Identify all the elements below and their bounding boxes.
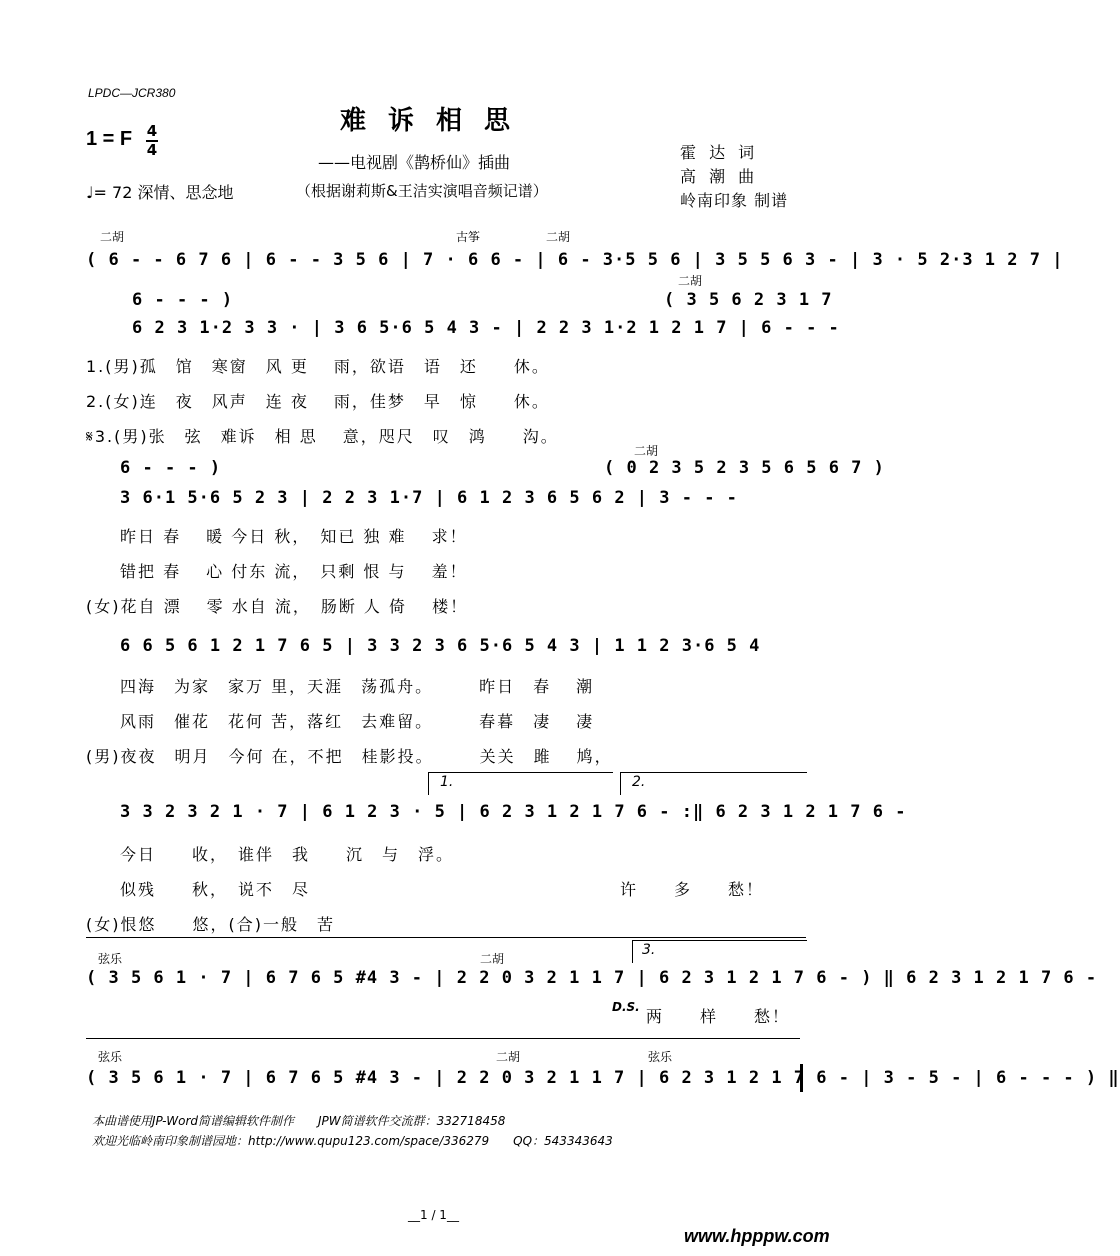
final-barline [800,1064,803,1092]
lyric-line: (男)夜夜 明月 今何 在，不把 桂影投。 关关 雎 鸠， [86,747,613,766]
time-signature [146,124,158,158]
notation-line: ( 0 2 3 5 2 3 5 6 5 6 7 ) [604,458,885,478]
notation-line: 6 - - - ) [132,290,234,310]
system-divider [86,937,806,938]
instrument-label-erhu: 二胡 [546,230,571,244]
tempo-marking: ♩= 72 深情、思念地 [86,183,234,202]
lyric-line: 许 多 愁！ [620,880,765,899]
volta-label-1: 1. [440,774,454,790]
arranger-credit: 岭南印象 制谱 [680,191,789,210]
song-subtitle: ——电视剧《鹊桥仙》插曲 [318,153,511,172]
lyric-line: (女)花自 漂 零 水自 流， 肠断 人 倚 楼！ [86,597,469,616]
lyricist-credit: 霍 达 词 [680,143,759,162]
lyric-line: 两 样 愁！ [646,1007,791,1026]
lyric-line: 今日 收， 谁伴 我 沉 与 浮。 [120,845,455,864]
notation-line: 3 3 2 3 2 1 · 7 | 6 1 2 3 · 5 | 6 2 3 1 2 1 7 6 - :‖ 6 2 3 1 2 1 7 6 - [120,802,907,822]
notation-line: ( 3 5 6 1 · 7 | 6 7 6 5 #4 3 - | 2 2 0 3 2 1 1 7 | 6 2 3 1 2 1 7 6 - ) ‖ 6 2 3 1 2 1 7 6 - [86,968,1098,988]
notation-line: 6 2 3 1·2 3 3 · | 3 6 5·6 5 4 3 - | 2 2 3 1·2 1 2 1 7 | 6 - - - [132,318,840,338]
notation-line: ( 6 - - 6 7 6 | 6 - - 3 5 6 | 7 · 6 6 - | 6 - 3·5 5 6 | 3 5 5 6 3 - | 3 · 5 2·3 1 2 7 | [86,250,1064,270]
dal-segno-marking: D.S. [612,1000,640,1014]
lyric-line: 1.(男)孤 馆 寒窗 风 更 雨，欲语 语 还 休。 [86,357,550,376]
volta-bracket-1 [428,772,613,795]
volta-label-2: 2. [632,774,646,790]
instrument-label-erhu: 二胡 [634,444,659,458]
page-number: __1 / 1__ [408,1208,459,1222]
instrument-label-erhu: 二胡 [100,230,125,244]
lyric-line: 四海 为家 家万 里，天涯 荡孤舟。 昨日 春 潮 [120,677,595,696]
notation-line: 6 6 5 6 1 2 1 7 6 5 | 3 3 2 3 6 5·6 5 4 3 | 1 1 2 3·6 5 4 [120,636,761,656]
score-code: LPDC—JCR380 [88,86,176,100]
instrument-label-xianyue: 弦乐 [98,1050,123,1064]
volta-label-3: 3. [642,942,656,958]
instrument-label-xianyue: 弦乐 [648,1050,673,1064]
lyric-line: 𝄋3.(男)张 弦 难诉 相 思 意，咫尺 叹 鸿 沟。 [86,427,559,446]
volta-bracket-2 [620,772,807,795]
lyric-line: 似残 秋， 说不 尽 [120,880,311,899]
instrument-label-erhu: 二胡 [678,274,703,288]
meter-bottom: 4 [146,141,158,159]
footer-website-note: 欢迎光临岭南印象制谱园地：http://www.qupu123.com/space/336279 QQ：543343643 [92,1134,613,1148]
lyric-line: 2.(女)连 夜 风声 连 夜 雨，佳梦 早 惊 休。 [86,392,550,411]
composer-credit: 高 潮 曲 [680,167,759,186]
instrument-label-xianyue: 弦乐 [98,952,123,966]
meter-top: 4 [146,122,158,140]
song-title: 难诉相思 [340,106,533,136]
lyric-line: 昨日 春 暖 今日 秋， 知已 独 难 求！ [120,527,468,546]
key-signature: 1 = F [86,128,133,150]
transcription-note: （根据谢莉斯&王洁实演唱音频记谱） [296,182,548,200]
volta-bracket-3 [632,940,807,963]
footer-software-note: 本曲谱使用JP-Word简谱编辑软件制作 JPW简谱软件交流群：332718458 [92,1114,506,1128]
notation-line: ( 3 5 6 1 · 7 | 6 7 6 5 #4 3 - | 2 2 0 3 2 1 1 7 | 6 2 3 1 2 1 7 6 - | 3 - 5 - | 6 - - - ) ‖ [86,1068,1120,1088]
instrument-label-guzheng: 古筝 [456,230,481,244]
lyric-line: 风雨 催花 花何 苦，落红 去难留。 春暮 凄 凄 [120,712,595,731]
watermark-site: www.hpppw.com [684,1226,830,1246]
system-divider [86,1038,800,1039]
instrument-label-erhu: 二胡 [496,1050,521,1064]
notation-line: 3 6·1 5·6 5 2 3 | 2 2 3 1·7 | 6 1 2 3 6 5 6 2 | 3 - - - [120,488,738,508]
lyric-line: 错把 春 心 付东 流， 只剩 恨 与 羞！ [120,562,468,581]
instrument-label-erhu: 二胡 [480,952,505,966]
notation-line: 6 - - - ) [120,458,222,478]
notation-line: ( 3 5 6 2 3 1 7 [664,290,833,310]
lyric-line: (女)恨悠 悠，(合)一般 苦 [86,915,335,934]
